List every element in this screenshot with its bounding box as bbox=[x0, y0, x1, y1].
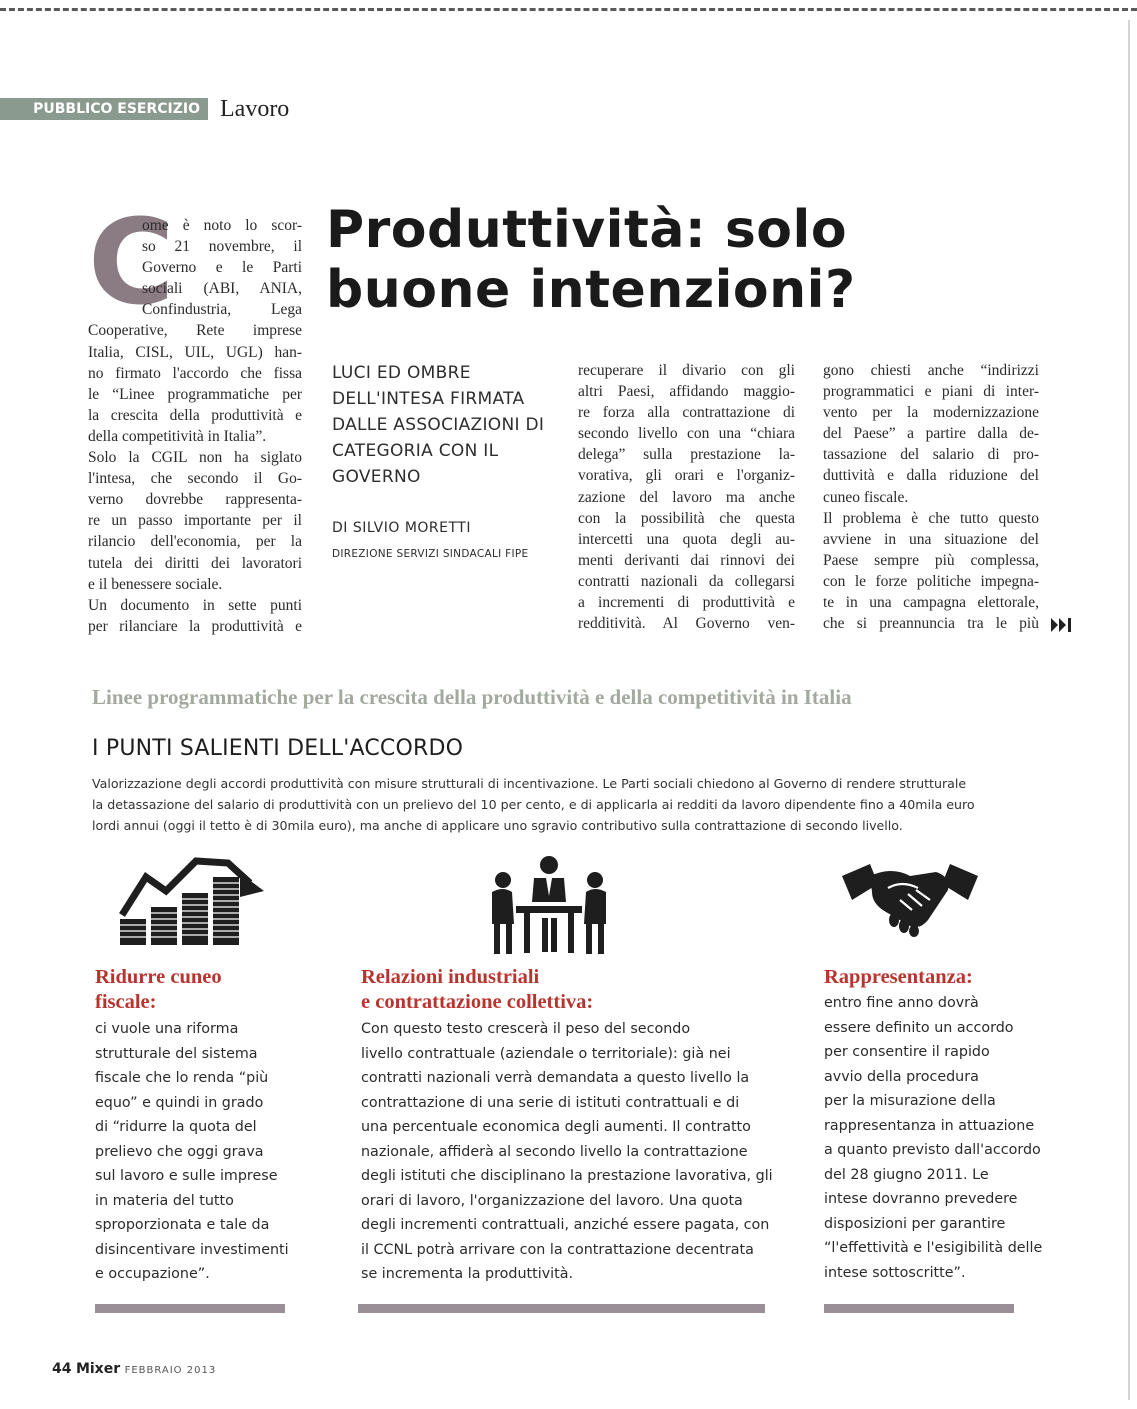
text-line: delega” sulla prestazione la- bbox=[578, 446, 795, 464]
point-text-line: contratti nazionali verrà demandata a questo livello la bbox=[361, 1070, 750, 1086]
point-text-line: in materia del tutto bbox=[95, 1192, 234, 1209]
text-line: programmatici e piani di inter- bbox=[823, 383, 1039, 401]
point-text-line: per la misurazione della bbox=[824, 1093, 996, 1109]
point-body-industrial bbox=[361, 1017, 773, 1287]
magazine-name: Mixer bbox=[75, 1361, 121, 1377]
text-line: Un documento in sette punti bbox=[88, 596, 302, 614]
section-category: Lavoro bbox=[220, 96, 290, 122]
author-byline: DI SILVIO MORETTI bbox=[332, 520, 471, 536]
text-line: tassazione del salario di pro- bbox=[823, 446, 1039, 464]
point-text-line: disincentivare investimenti bbox=[95, 1241, 289, 1258]
text-line: con le forze politiche impegna- bbox=[823, 572, 1039, 590]
text-line: recuperare il divario con gli bbox=[578, 362, 795, 379]
point-title-line: Ridurre cuneo bbox=[95, 966, 222, 988]
point-title-line: e contrattazione collettiva: bbox=[361, 991, 594, 1013]
text-line: le “Linee programmatiche per bbox=[88, 385, 302, 403]
text-line: e il benessere sociale. bbox=[88, 575, 223, 593]
box-title: Linee programmatiche per la crescita della produttività e della competitività in Italia bbox=[92, 685, 852, 709]
text-line: no firmato l'accordo che fissa bbox=[88, 364, 302, 382]
text-line: ome è noto lo scor- bbox=[142, 217, 302, 234]
text-line: tutela dei diritti dei lavoratori bbox=[88, 554, 302, 572]
text-line: duttività e dalla riduzione del bbox=[823, 467, 1039, 485]
point-text-line: ci vuole una riforma bbox=[95, 1021, 239, 1037]
intro-line: Valorizzazione degli accordi produttività con misure strutturali di incentivazione. Le Parti sociali chiedono al Governo di rendere strutturale bbox=[92, 776, 967, 791]
text-line: rilancio dell'economia, per la bbox=[88, 533, 302, 551]
text-line: cuneo fiscale. bbox=[823, 488, 909, 506]
point-text-line: entro fine anno dovrà bbox=[824, 995, 979, 1011]
point-body-representation bbox=[824, 991, 1042, 1285]
point-text-line: equo” e quindi in grado bbox=[95, 1094, 264, 1111]
text-line: Il problema è che tutto questo bbox=[823, 509, 1039, 527]
point-text-line: e occupazione”. bbox=[95, 1266, 210, 1282]
text-line: re un passo importante per il bbox=[88, 512, 302, 530]
text-line: della competitività in Italia”. bbox=[88, 427, 267, 445]
text-line: la crescita della produttività e bbox=[88, 406, 302, 424]
article-column-3 bbox=[578, 360, 795, 634]
author-role: DIREZIONE SERVIZI SINDACALI FIPE bbox=[332, 548, 529, 560]
point-text-line: orari di lavoro, l'organizzazione del lavoro. Una quota bbox=[361, 1192, 743, 1209]
point-text-line: “l'effettività e l'esigibilità delle bbox=[824, 1240, 1043, 1256]
text-line: Governo e le Parti bbox=[142, 259, 302, 277]
text-line: avviene in una situazione del bbox=[823, 530, 1039, 548]
point-text-line: disposizioni per garantire bbox=[824, 1215, 1006, 1232]
text-line: con la possibilità che questa bbox=[578, 509, 795, 527]
point-text-line: intese sottoscritte”. bbox=[824, 1264, 966, 1281]
text-line: vento per la modernizzazione bbox=[823, 404, 1039, 422]
text-line: zazione del lavoro ma anche bbox=[578, 488, 795, 506]
point-title-representation bbox=[824, 965, 973, 990]
article-subtitle: LUCI ED OMBRE DELL'INTESA FIRMATA DALLE ASSOCIAZIONI DI CATEGORIA CON IL GOVERNO bbox=[332, 363, 545, 487]
text-line: Confindustria, Lega bbox=[142, 301, 302, 319]
point-text-line: livello contrattuale (aziendale o territoriale): già nei bbox=[361, 1045, 731, 1062]
point-text-line: sproporzionata e tale da bbox=[95, 1217, 270, 1233]
point-text-line: una percentuale economica degli aumenti. Il contratto bbox=[361, 1119, 751, 1135]
meeting-icon bbox=[490, 852, 608, 962]
text-line: gono chiesti anche “indirizzi bbox=[823, 362, 1039, 379]
point-title-line: fiscale: bbox=[95, 991, 157, 1013]
point-text-line: sul lavoro e sulle imprese bbox=[95, 1168, 278, 1184]
text-line: altri Paesi, affidando maggio- bbox=[578, 383, 795, 401]
point-text-line: degli istituti che disciplinano la prestazione lavorativa, gli bbox=[361, 1168, 773, 1184]
text-line: sociali (ABI, ANIA, bbox=[142, 280, 302, 298]
intro-line: la detassazione del salario di produttività con un prelievo del 10 per cento, e di applicarla ai redditi da lavoro dipendente fino a 40mila euro bbox=[92, 797, 975, 812]
text-line: Solo la CGIL non ha siglato bbox=[88, 449, 302, 467]
point-title-line: Rappresentanza: bbox=[824, 966, 973, 988]
text-line: del Paese” a partire dalla de- bbox=[823, 425, 1039, 443]
text-line: Paese sempre più complessa, bbox=[823, 551, 1039, 569]
text-line: redditività. Al Governo ven- bbox=[578, 615, 795, 633]
page-edge-rule bbox=[1128, 20, 1130, 1400]
box-intro bbox=[92, 773, 1042, 836]
point-text-line: a quanto previsto dall'accordo bbox=[824, 1142, 1041, 1158]
point-text-line: se incrementa la produttività. bbox=[361, 1266, 574, 1282]
page-number: 44 bbox=[52, 1361, 72, 1377]
text-line: secondo livello con una “chiara bbox=[578, 425, 795, 443]
continue-arrow-icon bbox=[1051, 617, 1075, 633]
text-line: contratti nazionali da collegarsi bbox=[578, 572, 795, 590]
point-text-line: essere definito un accordo bbox=[824, 1019, 1014, 1036]
text-line: Italia, CISL, UIL, UGL) han- bbox=[88, 343, 302, 361]
point-text-line: per consentire il rapido bbox=[824, 1044, 990, 1060]
text-line: intercetti una quota degli au- bbox=[578, 530, 795, 548]
top-dashed-rule bbox=[0, 8, 1137, 11]
point-body-fiscal bbox=[95, 1017, 289, 1287]
point-text-line: rappresentanza in attuazione bbox=[824, 1117, 1035, 1134]
point-text-line: contrattazione di una serie di istituti contrattuali e di bbox=[361, 1094, 740, 1111]
page-folio bbox=[52, 1361, 216, 1377]
divider-bar bbox=[95, 1304, 285, 1313]
text-line: re forza alla contrattazione di bbox=[578, 404, 795, 422]
point-text-line: intese dovranno prevedere bbox=[824, 1191, 1018, 1207]
point-text-line: Con questo testo crescerà il peso del secondo bbox=[361, 1021, 691, 1037]
handshake-icon bbox=[840, 860, 980, 942]
text-line: menti derivanti dai rinnovi dei bbox=[578, 551, 795, 569]
text-line: che si preannuncia tra le più bbox=[823, 615, 1039, 633]
point-text-line: di “ridurre la quota del bbox=[95, 1119, 257, 1135]
point-text-line: fiscale che lo renda “più bbox=[95, 1070, 269, 1086]
divider-bar bbox=[358, 1304, 765, 1313]
text-line: l'intesa, che secondo il Go- bbox=[88, 470, 302, 488]
drop-cap: C bbox=[88, 193, 175, 331]
point-title-industrial bbox=[361, 965, 593, 1015]
point-title-fiscal bbox=[95, 965, 222, 1015]
article-column-4 bbox=[823, 360, 1039, 634]
section-tag: PUBBLICO ESERCIZIO bbox=[0, 98, 208, 120]
divider-bar bbox=[824, 1304, 1014, 1313]
text-line: so 21 novembre, il bbox=[142, 238, 302, 256]
point-text-line: strutturale del sistema bbox=[95, 1045, 258, 1062]
article-title: Produttività: solo buone intenzioni? bbox=[326, 200, 856, 320]
issue-date: FEBBRAIO 2013 bbox=[124, 1365, 217, 1376]
text-line: Cooperative, Rete imprese bbox=[88, 322, 302, 340]
point-text-line: degli incrementi contrattuali, anziché essere pagata, con bbox=[361, 1217, 770, 1233]
text-line: a incrementi di produttività e bbox=[578, 594, 795, 612]
chart-growth-icon bbox=[118, 855, 266, 947]
text-line: vorativa, gli orari e l'organiz- bbox=[578, 467, 795, 485]
article-column-1 bbox=[88, 215, 302, 637]
point-text-line: il CCNL potrà arrivare con la contrattazione decentrata bbox=[361, 1241, 754, 1258]
point-text-line: avvio della procedura bbox=[824, 1068, 979, 1085]
point-text-line: prelievo che oggi grava bbox=[95, 1143, 264, 1160]
point-title-line: Relazioni industriali bbox=[361, 966, 540, 988]
text-line: per rilanciare la produttività e bbox=[88, 617, 302, 635]
text-line: te in una campagna elettorale, bbox=[823, 594, 1039, 612]
point-text-line: del 28 giugno 2011. Le bbox=[824, 1166, 989, 1183]
box-heading: I PUNTI SALIENTI DELL'ACCORDO bbox=[92, 736, 464, 761]
intro-line: lordi annui (oggi il tetto è di 30mila euro), ma anche di applicare uno sgravio contributivo sulla contrattazione di secondo livello. bbox=[92, 818, 903, 833]
point-text-line: nazionale, affiderà al secondo livello la contrattazione bbox=[361, 1143, 748, 1160]
text-line: verno dovrebbe rappresenta- bbox=[88, 491, 302, 509]
